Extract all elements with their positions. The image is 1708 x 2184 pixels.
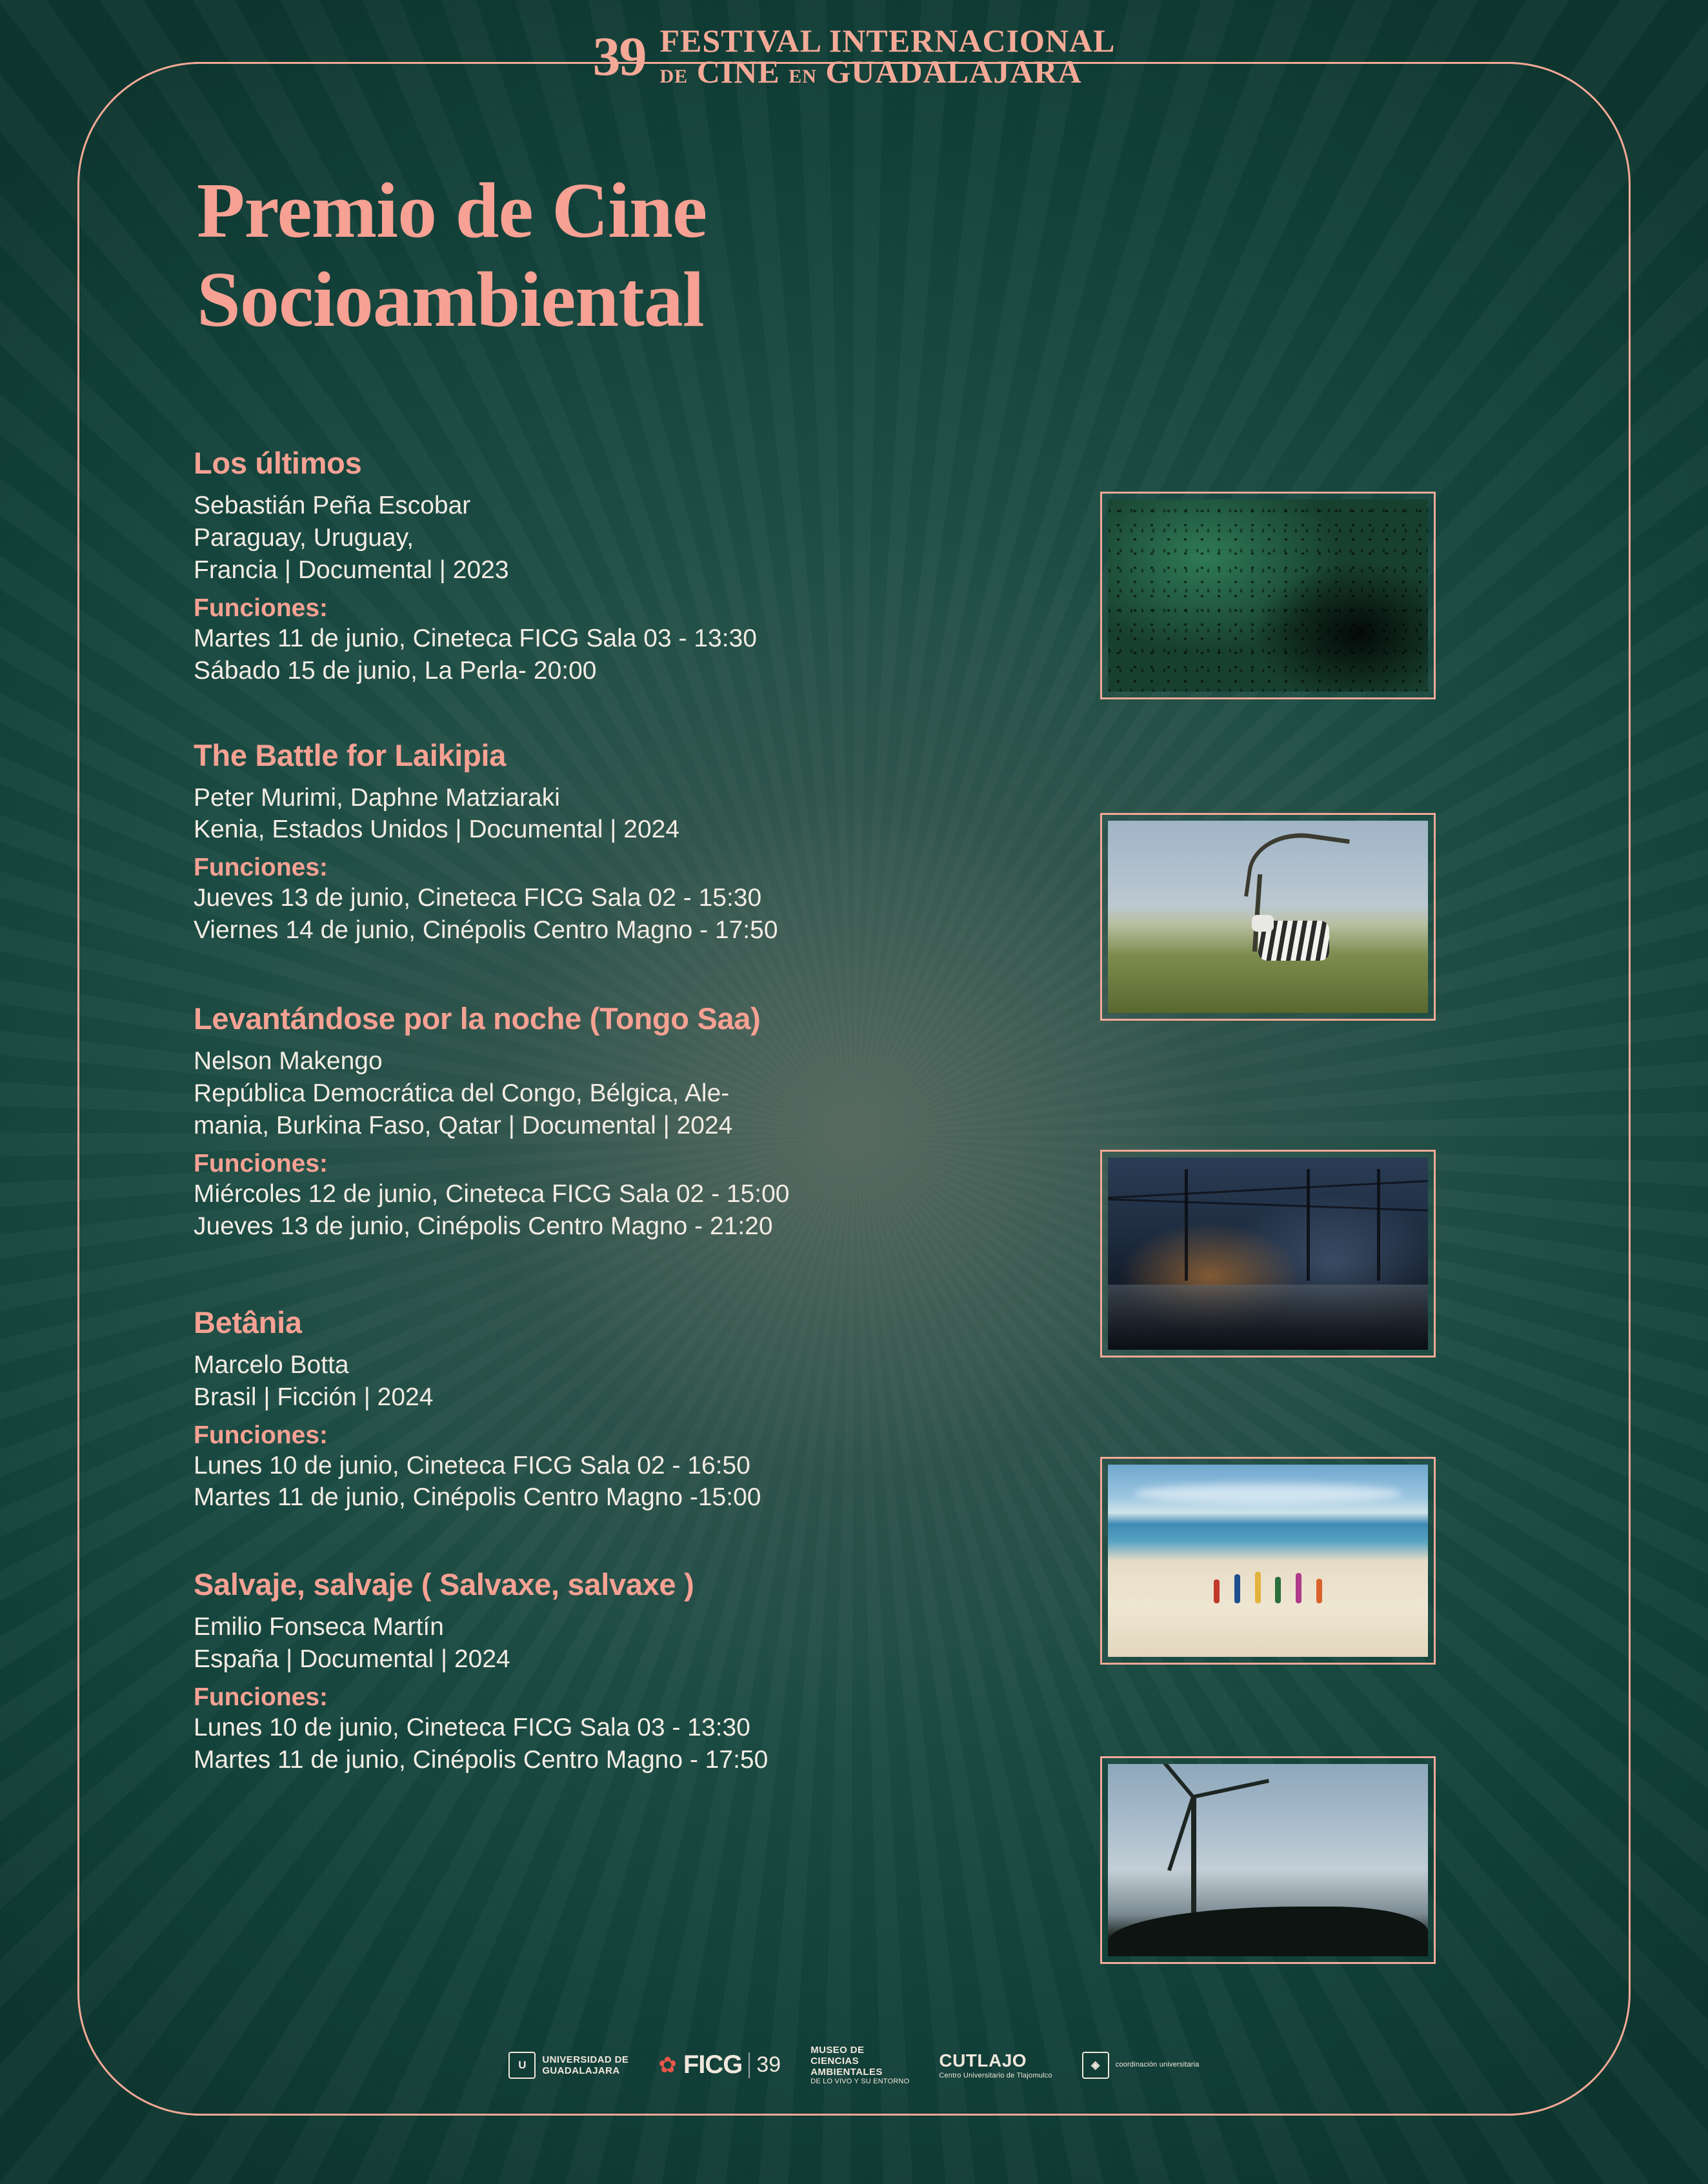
festival-wordmark-en: EN [789,65,817,87]
still-image [1108,821,1428,1013]
film-country-line1: España | Documental | 2024 [194,1645,510,1674]
screening-entry: Miércoles 12 de junio, Cineteca FICG Sala 02 - 15:00 [194,1179,790,1208]
still-image [1108,1157,1428,1350]
list-item [194,445,1110,687]
festival-wordmark [659,23,1116,90]
leaf-icon: ✿ [658,2052,677,2078]
film-title: Salvaje, salvaje ( Salvaxe, salvaxe ) [194,1567,694,1602]
film-still-levantandose-por-la-noche [1100,1150,1436,1357]
logo-cutlajo [939,2050,1052,2079]
film-list [194,445,1110,1816]
museo-text [810,2045,909,2086]
film-country-line2: mania, Burkina Faso, Qatar | Documental | 2024 [194,1111,733,1139]
film-director: Marcelo Botta [194,1350,349,1379]
screening-entry: Martes 11 de junio, Cinépolis Centro Magno - 17:50 [194,1746,769,1774]
festival-wordmark-line1: FESTIVAL INTERNACIONAL [659,23,1116,59]
frame-right-line [1629,194,1631,1990]
screenings-label: Funciones: [194,854,328,882]
child-figure [1316,1579,1322,1603]
frame-left-line [77,194,79,1990]
film-still-betania [1100,1457,1436,1665]
cloud-shape [1134,1484,1403,1503]
child-figure [1275,1577,1281,1603]
film-director: Nelson Makengo [194,1047,383,1076]
turbine-blade [1192,1779,1269,1799]
screening-entry: Martes 11 de junio, Cineteca FICG Sala 03 - 13:30 [194,624,757,652]
footer-logos [0,2045,1708,2086]
festival-wordmark-de: DE [659,65,688,87]
screening-entry: Jueves 13 de junio, Cineteca FICG Sala 02 - 15:30 [194,884,762,912]
page-title-line1: Premio de Cine [197,167,707,254]
child-figure [1234,1574,1240,1603]
museo-line3: AMBIENTALES [810,2067,883,2078]
film-title: The Battle for Laikipia [194,737,507,772]
ficg-wordmark: FICG [683,2050,743,2079]
film-title: Levantándose por la noche (Tongo Saa) [194,1001,761,1036]
museo-line2: CIENCIAS [810,2055,859,2067]
screenings-label: Funciones: [194,1421,328,1449]
turbine-tower [1191,1795,1196,1918]
list-item [194,1305,1110,1514]
museo-line1: MUSEO DE [810,2044,865,2056]
frame-bottom-line [194,2114,1514,2116]
screening-entry: Viernes 14 de junio, Cinépolis Centro Magno - 17:50 [194,916,778,945]
museo-subtitle: DE LO VIVO Y SU ENTORNO [810,2078,910,2086]
screening-entry: Martes 11 de junio, Cinépolis Centro Magno -15:00 [194,1483,761,1512]
still-image [1108,499,1428,692]
child-figure [1296,1573,1301,1603]
children-group [1214,1570,1323,1603]
page-title [197,166,1165,345]
cutlajo-text [939,2050,1052,2079]
screenings-label: Funciones: [194,1683,328,1712]
turbine-blade [1142,1764,1195,1798]
logo-museo-de-ciencias-ambientales [810,2045,909,2086]
ficg-edition-number: 39 [756,2052,781,2078]
list-item [194,1001,1110,1243]
film-country-line1: Brasil | Ficción | 2024 [194,1383,434,1411]
zebra-head-shape [1252,915,1274,932]
utility-pole [1377,1169,1380,1281]
screening-entry: Lunes 10 de junio, Cineteca FICG Sala 02 - 16:50 [194,1451,750,1479]
film-director: Sebastián Peña Escobar [194,492,471,519]
udg-text [542,2054,628,2077]
film-director: Emilio Fonseca Martín [194,1613,444,1641]
screenings-label: Funciones: [194,594,328,622]
logo-universidad-de-guadalajara [508,2052,628,2079]
still-image [1108,1465,1428,1657]
logo-ficg [658,2050,781,2079]
film-still-the-battle-for-laikipia [1100,813,1436,1021]
screenings-label: Funciones: [194,1149,328,1177]
coord-subtitle: coordinación universitaria [1115,2061,1200,2069]
child-figure [1214,1579,1220,1603]
hill-silhouette [1108,1907,1428,1956]
screening-entry: Jueves 13 de junio, Cinépolis Centro Magno - 21:20 [194,1212,773,1240]
udg-shield-icon: U [508,2052,536,2079]
festival-wordmark-city: GUADALAJARA [825,53,1082,90]
list-item [194,1567,1110,1776]
page-title-line2: Socioambiental [197,255,704,343]
film-country-line1: Paraguay, Uruguay, [194,523,414,552]
screening-entry: Sábado 15 de junio, La Perla- 20:00 [194,656,597,685]
street-ground [1108,1285,1428,1350]
cutlajo-subtitle: Centro Universitario de Tlajomulco [939,2071,1052,2079]
logo-divider [749,2052,750,2078]
film-country-line1: República Democrática del Congo, Bélgica, Ale- [194,1079,730,1108]
film-country-line1: Kenia, Estados Unidos | Documental | 2024 [194,816,680,844]
festival-edition-number: 39 [592,25,646,87]
film-country-line2: Francia | Documental | 2023 [194,556,509,584]
coordination-icon: ◈ [1082,2052,1109,2079]
child-figure [1255,1572,1261,1603]
festival-logo [0,23,1708,90]
logo-coordinacion-universitaria [1082,2052,1200,2079]
festival-wordmark-line2 [659,53,1116,90]
still-image [1108,1764,1428,1956]
udg-line1: UNIVERSIDAD DE [542,2054,629,2065]
cutlajo-wordmark: CUTLAJO [939,2050,1027,2071]
list-item [194,737,1110,947]
festival-wordmark-cine: CINE [696,53,780,90]
screening-entry: Lunes 10 de junio, Cineteca FICG Sala 03 - 13:30 [194,1714,750,1742]
coord-text [1116,2061,1200,2069]
utility-pole [1185,1169,1188,1281]
film-still-los-ultimos [1100,492,1436,699]
film-title: Los últimos [194,446,362,480]
film-still-salvaje-salvaje [1100,1756,1436,1964]
udg-line2: GUADALAJARA [542,2065,620,2076]
utility-pole [1307,1169,1310,1281]
film-title: Betânia [194,1305,302,1339]
film-director: Peter Murimi, Daphne Matziaraki [194,783,560,812]
